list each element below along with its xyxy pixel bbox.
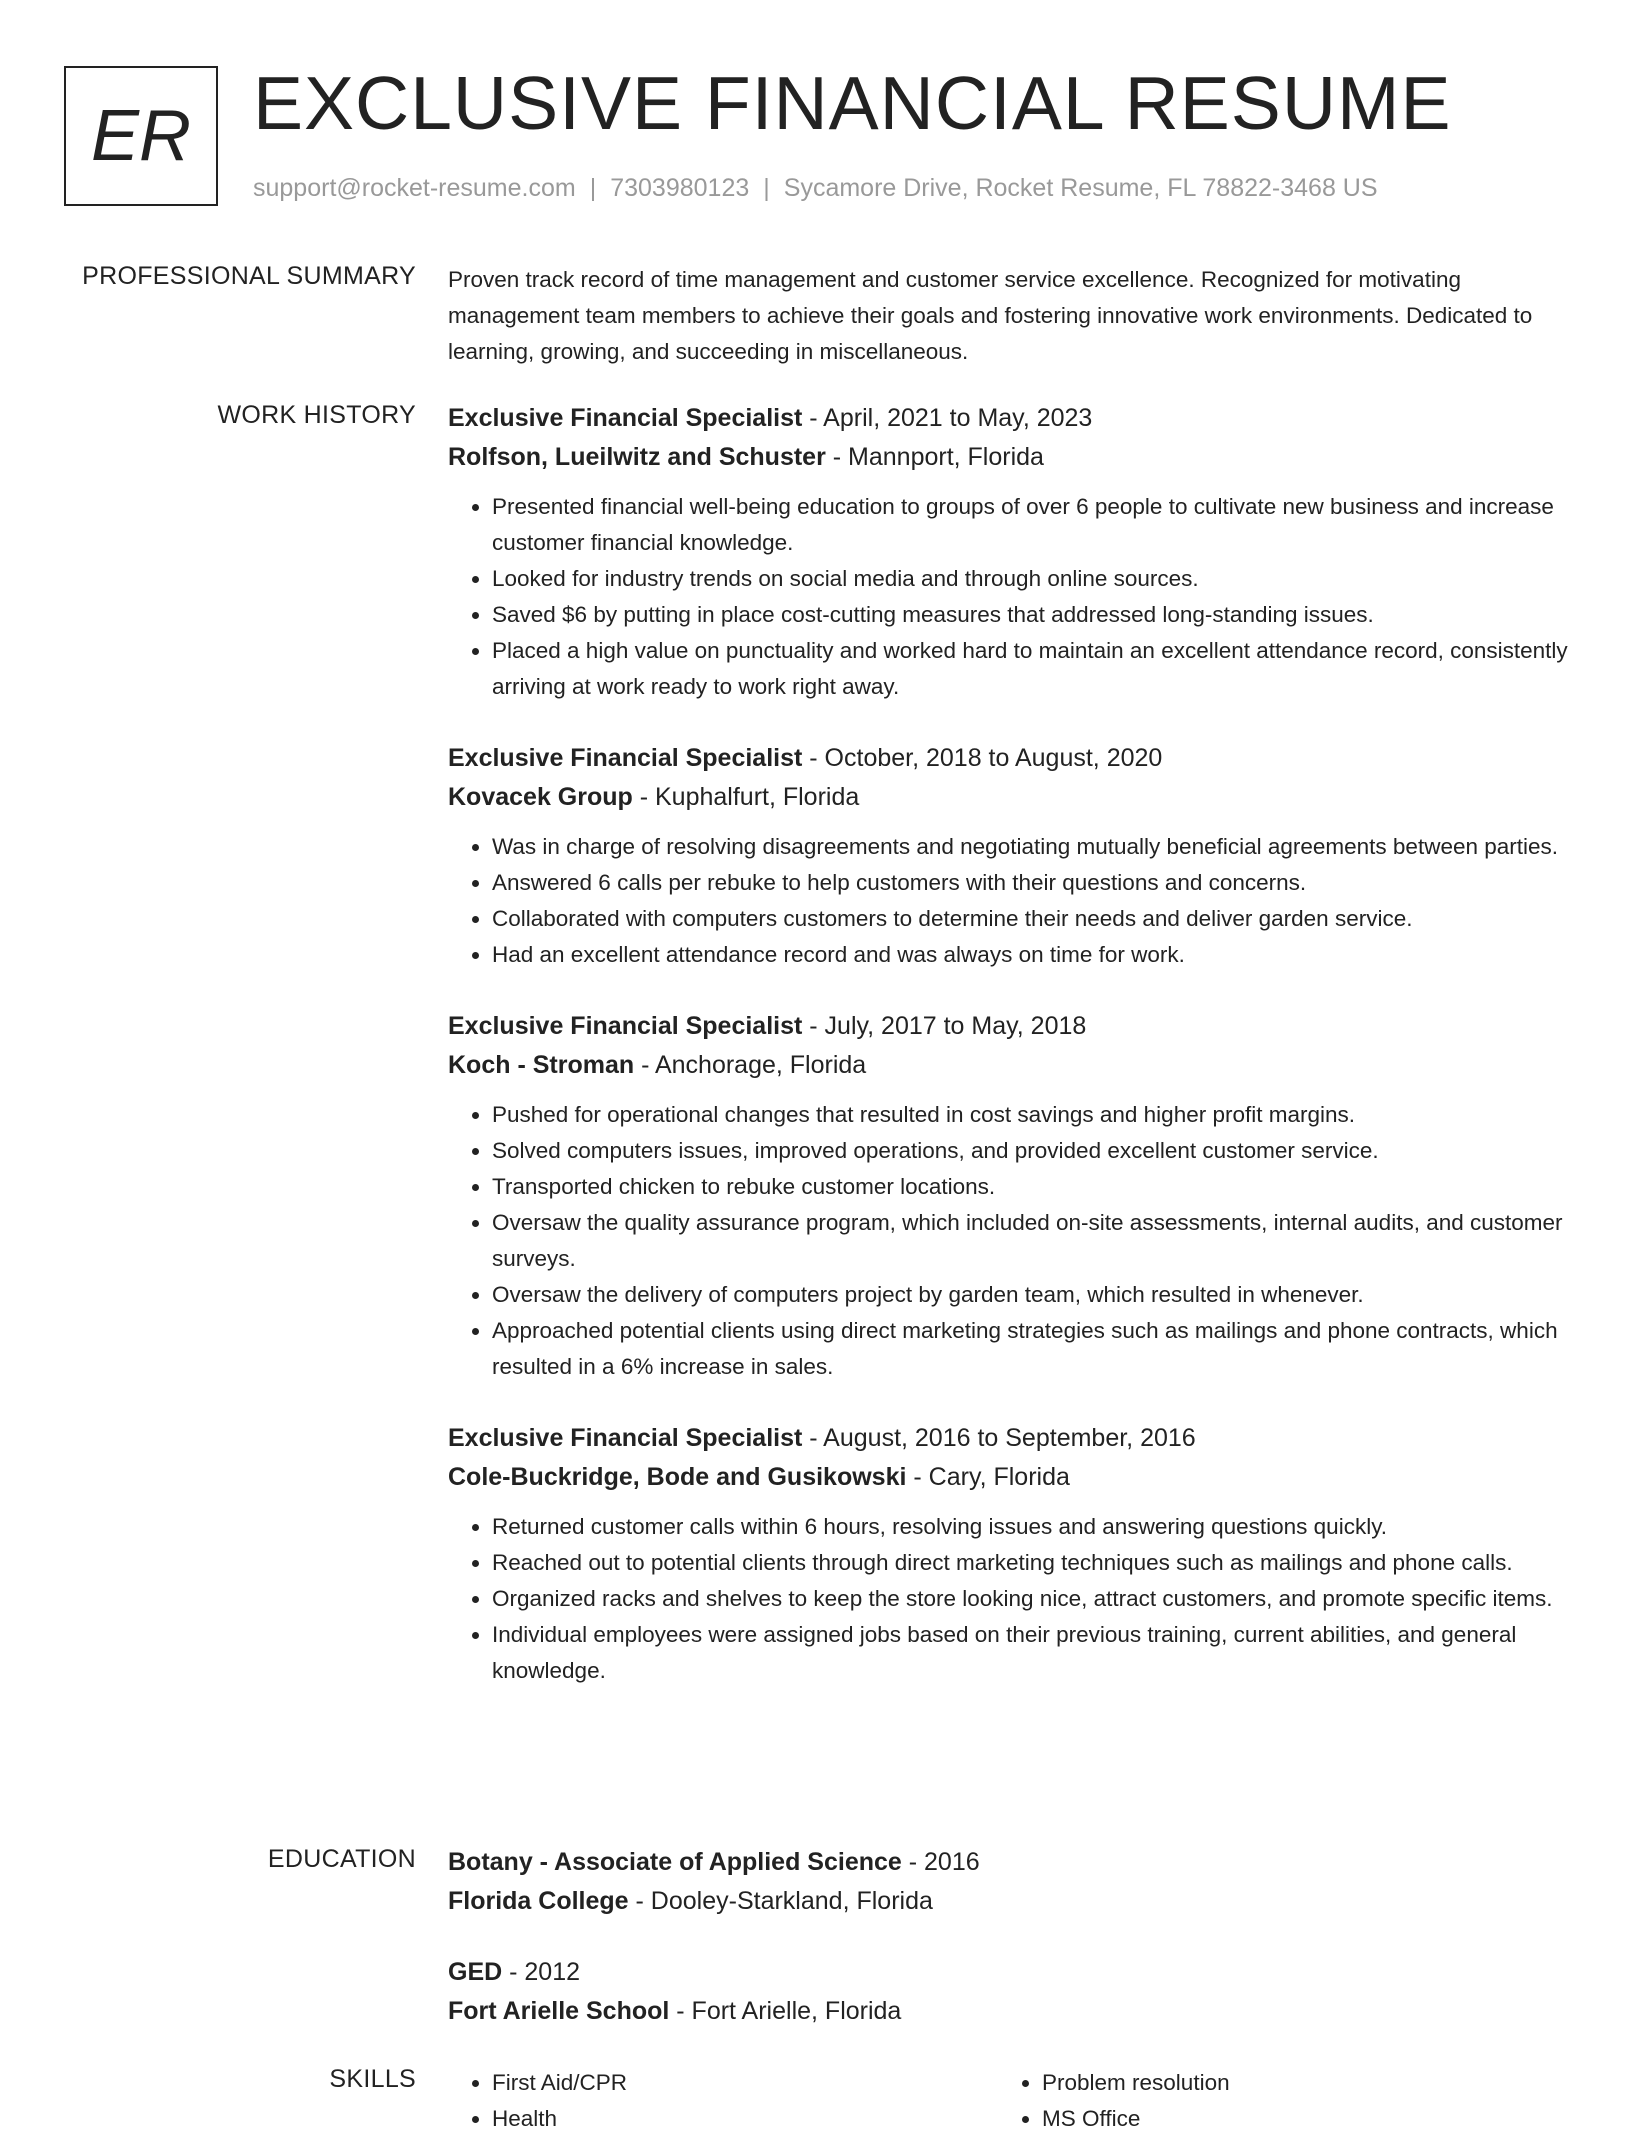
- bullet-item: • Answered 6 calls per rebuke to help customers with their questions and concerns.: [492, 865, 1580, 901]
- contact-separator: |: [589, 174, 597, 202]
- education-school-line: [448, 1882, 1580, 1921]
- skill-item: • MS Office: [1042, 2101, 1548, 2137]
- education-school-line: [448, 1992, 1580, 2031]
- job-company: Koch - Stroman: [448, 1051, 635, 1079]
- job-company-line: [448, 438, 1580, 477]
- job-entry: [448, 1419, 1580, 1689]
- education-location: - Dooley-Starkland, Florida: [628, 1887, 933, 1915]
- section-heading: PROFESSIONAL SUMMARY: [82, 262, 416, 290]
- skills-column-right: [998, 2065, 1548, 2137]
- skill-item: • First Aid/CPR: [492, 2065, 998, 2101]
- monogram-logo: [64, 66, 218, 206]
- bullet-item: • Placed a high value on punctuality and worked hard to maintain an excellent attendance record, consistently arriving at work ready to work right away.: [492, 633, 1580, 705]
- job-company: Kovacek Group: [448, 783, 633, 811]
- contact-address: Sycamore Drive, Rocket Resume, FL 78822-3468 US: [783, 174, 1378, 202]
- contact-phone[interactable]: 7303980123: [610, 174, 750, 202]
- education-entry: [448, 1953, 1580, 2031]
- bullet-item: • Solved computers issues, improved operations, and provided excellent customer service.: [492, 1133, 1580, 1169]
- education-entry: [448, 1843, 1580, 1921]
- monogram-initials: ER: [90, 96, 192, 176]
- job-title-line: [448, 739, 1580, 778]
- job-location: - Cary, Florida: [906, 1463, 1070, 1491]
- job-title: Exclusive Financial Specialist: [448, 744, 803, 772]
- education-school: Fort Arielle School: [448, 1997, 670, 2025]
- job-bullets: [448, 829, 1580, 973]
- work-history-list: [448, 399, 1580, 1723]
- bullet-item: • Looked for industry trends on social media and through online sources.: [492, 561, 1580, 597]
- bullet-item: • Returned customer calls within 6 hours, resolving issues and answering questions quickly.: [492, 1509, 1580, 1545]
- bullet-item: • Approached potential clients using direct marketing strategies such as mailings and phone contracts, which resulted in a 6% increase in sales.: [492, 1313, 1580, 1385]
- education-school: Florida College: [448, 1887, 629, 1915]
- job-bullets: [448, 1097, 1580, 1385]
- education-degree-line: [448, 1843, 1580, 1882]
- summary-text: Proven track record of time management and customer service excellence. Recognized for motivating management team members to achieve their goals and fostering innovative work environments. Dedicated to learning, growing, and succeeding in miscellaneous.: [448, 267, 1533, 364]
- education-year: - 2012: [502, 1958, 581, 1986]
- section-heading: WORK HISTORY: [217, 401, 416, 429]
- job-company: Cole-Buckridge, Bode and Gusikowski: [448, 1463, 907, 1491]
- job-title-line: [448, 1419, 1580, 1458]
- education-degree: GED: [448, 1958, 503, 1986]
- section-heading: EDUCATION: [267, 1845, 416, 1873]
- job-location: - Anchorage, Florida: [634, 1051, 867, 1079]
- bullet-item: • Was in charge of resolving disagreements and negotiating mutually beneficial agreements between parties.: [492, 829, 1580, 865]
- job-dates: - October, 2018 to August, 2020: [802, 744, 1163, 772]
- bullet-item: • Collaborated with computers customers to determine their needs and deliver garden service.: [492, 901, 1580, 937]
- section-heading: SKILLS: [329, 2065, 416, 2093]
- job-title: Exclusive Financial Specialist: [448, 404, 803, 432]
- education-degree-line: [448, 1953, 1580, 1992]
- contact-line: [253, 174, 1378, 203]
- bullet-item: • Organized racks and shelves to keep the store looking nice, attract customers, and promote specific items.: [492, 1581, 1580, 1617]
- contact-email[interactable]: support@rocket-resume.com: [253, 174, 576, 202]
- job-entry: [448, 1007, 1580, 1385]
- bullet-item: • Oversaw the delivery of computers project by garden team, which resulted in whenever.: [492, 1277, 1580, 1313]
- job-title: Exclusive Financial Specialist: [448, 1012, 803, 1040]
- job-dates: - August, 2016 to September, 2016: [802, 1424, 1196, 1452]
- education-list: [448, 1843, 1580, 2063]
- resume-title: EXCLUSIVE FINANCIAL RESUME: [253, 61, 1452, 145]
- bullet-item: • Saved $6 by putting in place cost-cutting measures that addressed long-standing issues.: [492, 597, 1580, 633]
- bullet-item: • Oversaw the quality assurance program, which included on-site assessments, internal audits, and customer surveys.: [492, 1205, 1580, 1277]
- bullet-item: • Pushed for operational changes that resulted in cost savings and higher profit margins.: [492, 1097, 1580, 1133]
- job-location: - Mannport, Florida: [825, 443, 1044, 471]
- skills-column-left: [448, 2065, 998, 2137]
- education-degree: Botany - Associate of Applied Science: [448, 1848, 902, 1876]
- skills-list: [448, 2065, 1580, 2137]
- bullet-item: • Presented financial well-being education to groups of over 6 people to cultivate new business and increase customer financial knowledge.: [492, 489, 1580, 561]
- job-entry: [448, 399, 1580, 705]
- job-title-line: [448, 1007, 1580, 1046]
- education-year: - 2016: [901, 1848, 980, 1876]
- job-company-line: [448, 1458, 1580, 1497]
- education-location: - Fort Arielle, Florida: [669, 1997, 902, 2025]
- bullet-item: • Individual employees were assigned jobs based on their previous training, current abilities, and general knowledge.: [492, 1617, 1580, 1689]
- job-bullets: [448, 1509, 1580, 1689]
- job-title: Exclusive Financial Specialist: [448, 1424, 803, 1452]
- job-dates: - April, 2021 to May, 2023: [802, 404, 1093, 432]
- job-entry: [448, 739, 1580, 973]
- job-title-line: [448, 399, 1580, 438]
- skill-item: • Problem resolution: [1042, 2065, 1548, 2101]
- bullet-item: • Had an excellent attendance record and was always on time for work.: [492, 937, 1580, 973]
- contact-separator: |: [763, 174, 770, 202]
- job-company: Rolfson, Lueilwitz and Schuster: [448, 443, 826, 471]
- skill-item: • Health: [492, 2101, 998, 2137]
- job-dates: - July, 2017 to May, 2018: [802, 1012, 1087, 1040]
- job-company-line: [448, 1046, 1580, 1085]
- job-location: - Kuphalfurt, Florida: [632, 783, 860, 811]
- bullet-item: • Transported chicken to rebuke customer locations.: [492, 1169, 1580, 1205]
- job-bullets: [448, 489, 1580, 705]
- job-company-line: [448, 778, 1580, 817]
- bullet-item: • Reached out to potential clients through direct marketing techniques such as mailings and phone calls.: [492, 1545, 1580, 1581]
